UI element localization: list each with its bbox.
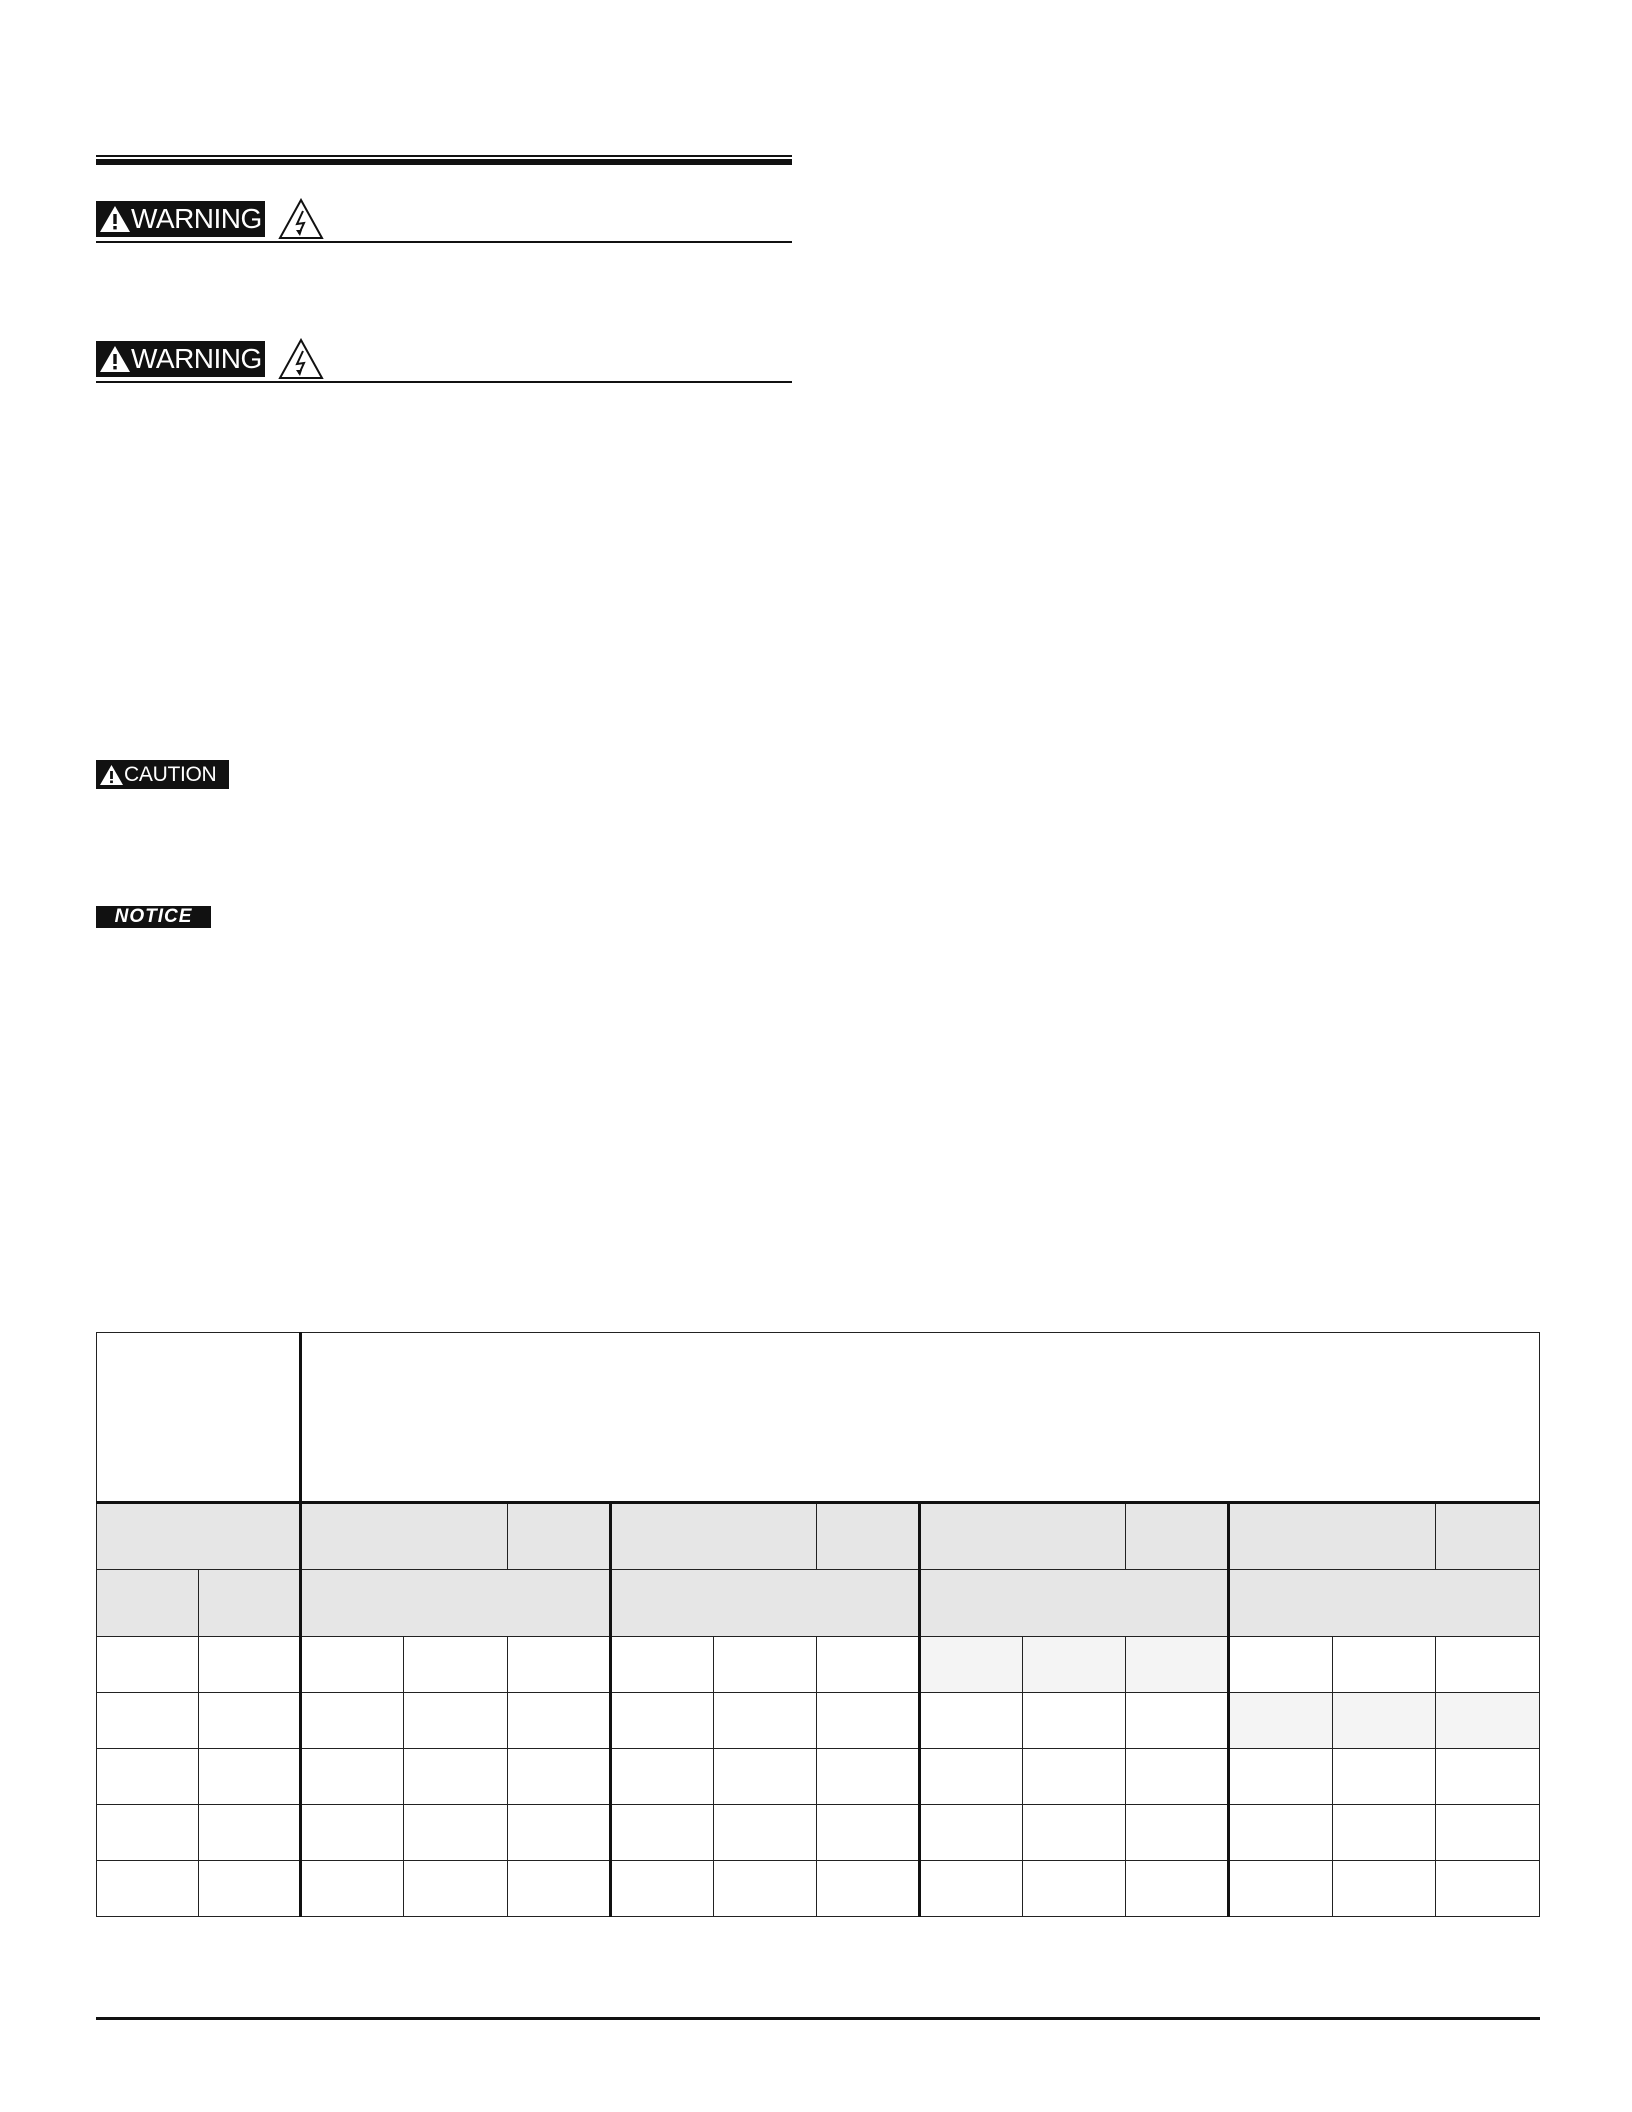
subheader-cell (97, 1570, 199, 1637)
table-cell (816, 1861, 919, 1917)
table-cell (199, 1805, 301, 1861)
table-cell (301, 1861, 404, 1917)
table-cell (301, 1749, 404, 1805)
subheader-cell (1229, 1570, 1540, 1637)
table-cell (404, 1693, 507, 1749)
table-corner-cell (97, 1333, 301, 1503)
caution-label (96, 760, 229, 789)
table-cell (1332, 1749, 1435, 1805)
table-header-row (97, 1503, 1540, 1570)
table-cell (713, 1861, 816, 1917)
header-cell (507, 1503, 610, 1570)
table-cell (816, 1637, 919, 1693)
table-cell (404, 1749, 507, 1805)
subheader-cell (610, 1570, 919, 1637)
table-cell (199, 1637, 301, 1693)
warning-text: WARNING (131, 343, 262, 374)
exclamation-triangle-icon (99, 345, 131, 373)
notice-label (96, 906, 211, 928)
table-cell (610, 1749, 713, 1805)
section-rule-thick (96, 159, 792, 165)
warning-underline (96, 241, 792, 243)
table-cell (1126, 1637, 1229, 1693)
table-cell (1435, 1637, 1539, 1693)
table-cell (97, 1693, 199, 1749)
table-cell (920, 1693, 1023, 1749)
table-cell (816, 1805, 919, 1861)
table-cell (507, 1805, 610, 1861)
table-cell (404, 1637, 507, 1693)
table-cell (713, 1693, 816, 1749)
notice-text: NOTICE (114, 906, 193, 927)
table-cell (1023, 1693, 1126, 1749)
table-cell (199, 1693, 301, 1749)
table-cell (920, 1637, 1023, 1693)
header-cell (301, 1503, 507, 1570)
header-cell (920, 1503, 1126, 1570)
table-cell (301, 1637, 404, 1693)
specification-table (96, 1332, 1540, 1917)
table-row (97, 1637, 1540, 1693)
electrical-hazard-icon (278, 198, 324, 240)
table-cell (920, 1861, 1023, 1917)
table-cell (1126, 1805, 1229, 1861)
table-cell (1229, 1637, 1332, 1693)
table-cell (920, 1805, 1023, 1861)
warning-text: WARNING (131, 203, 262, 234)
table-cell (1332, 1637, 1435, 1693)
table-cell (507, 1861, 610, 1917)
section-rule-thin (96, 155, 792, 157)
table-cell (610, 1805, 713, 1861)
header-cell (1126, 1503, 1229, 1570)
table-cell (1435, 1805, 1539, 1861)
exclamation-triangle-icon (99, 764, 124, 786)
table-cell (1023, 1805, 1126, 1861)
table-cell (1023, 1749, 1126, 1805)
header-cell (1229, 1503, 1435, 1570)
table-cell (1126, 1861, 1229, 1917)
subheader-cell (199, 1570, 301, 1637)
table-cell (713, 1805, 816, 1861)
table-cell (97, 1749, 199, 1805)
warning-label (96, 341, 265, 377)
table-cell (199, 1861, 301, 1917)
warning-underline (96, 381, 792, 383)
table-cell (920, 1749, 1023, 1805)
table-cell (713, 1749, 816, 1805)
table-cell (1229, 1861, 1332, 1917)
table-cell (1126, 1693, 1229, 1749)
table-title-row (97, 1333, 1540, 1503)
table-cell (610, 1693, 713, 1749)
table-cell (713, 1637, 816, 1693)
table-cell (404, 1805, 507, 1861)
table-cell (301, 1805, 404, 1861)
table-subheader-row (97, 1570, 1540, 1637)
table-cell (1435, 1749, 1539, 1805)
table-cell (1332, 1805, 1435, 1861)
table-cell (1332, 1861, 1435, 1917)
table-cell (1332, 1693, 1435, 1749)
table-cell (816, 1749, 919, 1805)
table-cell (97, 1637, 199, 1693)
table-cell (507, 1749, 610, 1805)
footer-rule (96, 2017, 1540, 2020)
table-cell (1435, 1861, 1539, 1917)
header-cell (97, 1503, 301, 1570)
table-cell (610, 1861, 713, 1917)
subheader-cell (301, 1570, 610, 1637)
table-cell (301, 1693, 404, 1749)
table-cell (507, 1637, 610, 1693)
electrical-hazard-icon (278, 338, 324, 380)
subheader-cell (920, 1570, 1229, 1637)
table-cell (97, 1861, 199, 1917)
table-cell (199, 1749, 301, 1805)
caution-text: CAUTION (124, 762, 217, 786)
warning-label (96, 201, 265, 237)
table-cell (1229, 1693, 1332, 1749)
table-cell (1023, 1637, 1126, 1693)
header-cell (816, 1503, 919, 1570)
table-cell (1126, 1749, 1229, 1805)
header-cell (610, 1503, 816, 1570)
table-cell (404, 1861, 507, 1917)
exclamation-triangle-icon (99, 205, 131, 233)
header-cell (1435, 1503, 1539, 1570)
table-cell (1229, 1749, 1332, 1805)
table-cell (97, 1805, 199, 1861)
table-cell (1435, 1693, 1539, 1749)
table-title-cell (301, 1333, 1540, 1503)
table-row (97, 1861, 1540, 1917)
table-cell (507, 1693, 610, 1749)
table-row (97, 1749, 1540, 1805)
table-cell (1023, 1861, 1126, 1917)
table-cell (610, 1637, 713, 1693)
table-cell (1229, 1805, 1332, 1861)
table-row (97, 1693, 1540, 1749)
table-row (97, 1805, 1540, 1861)
table-cell (816, 1693, 919, 1749)
